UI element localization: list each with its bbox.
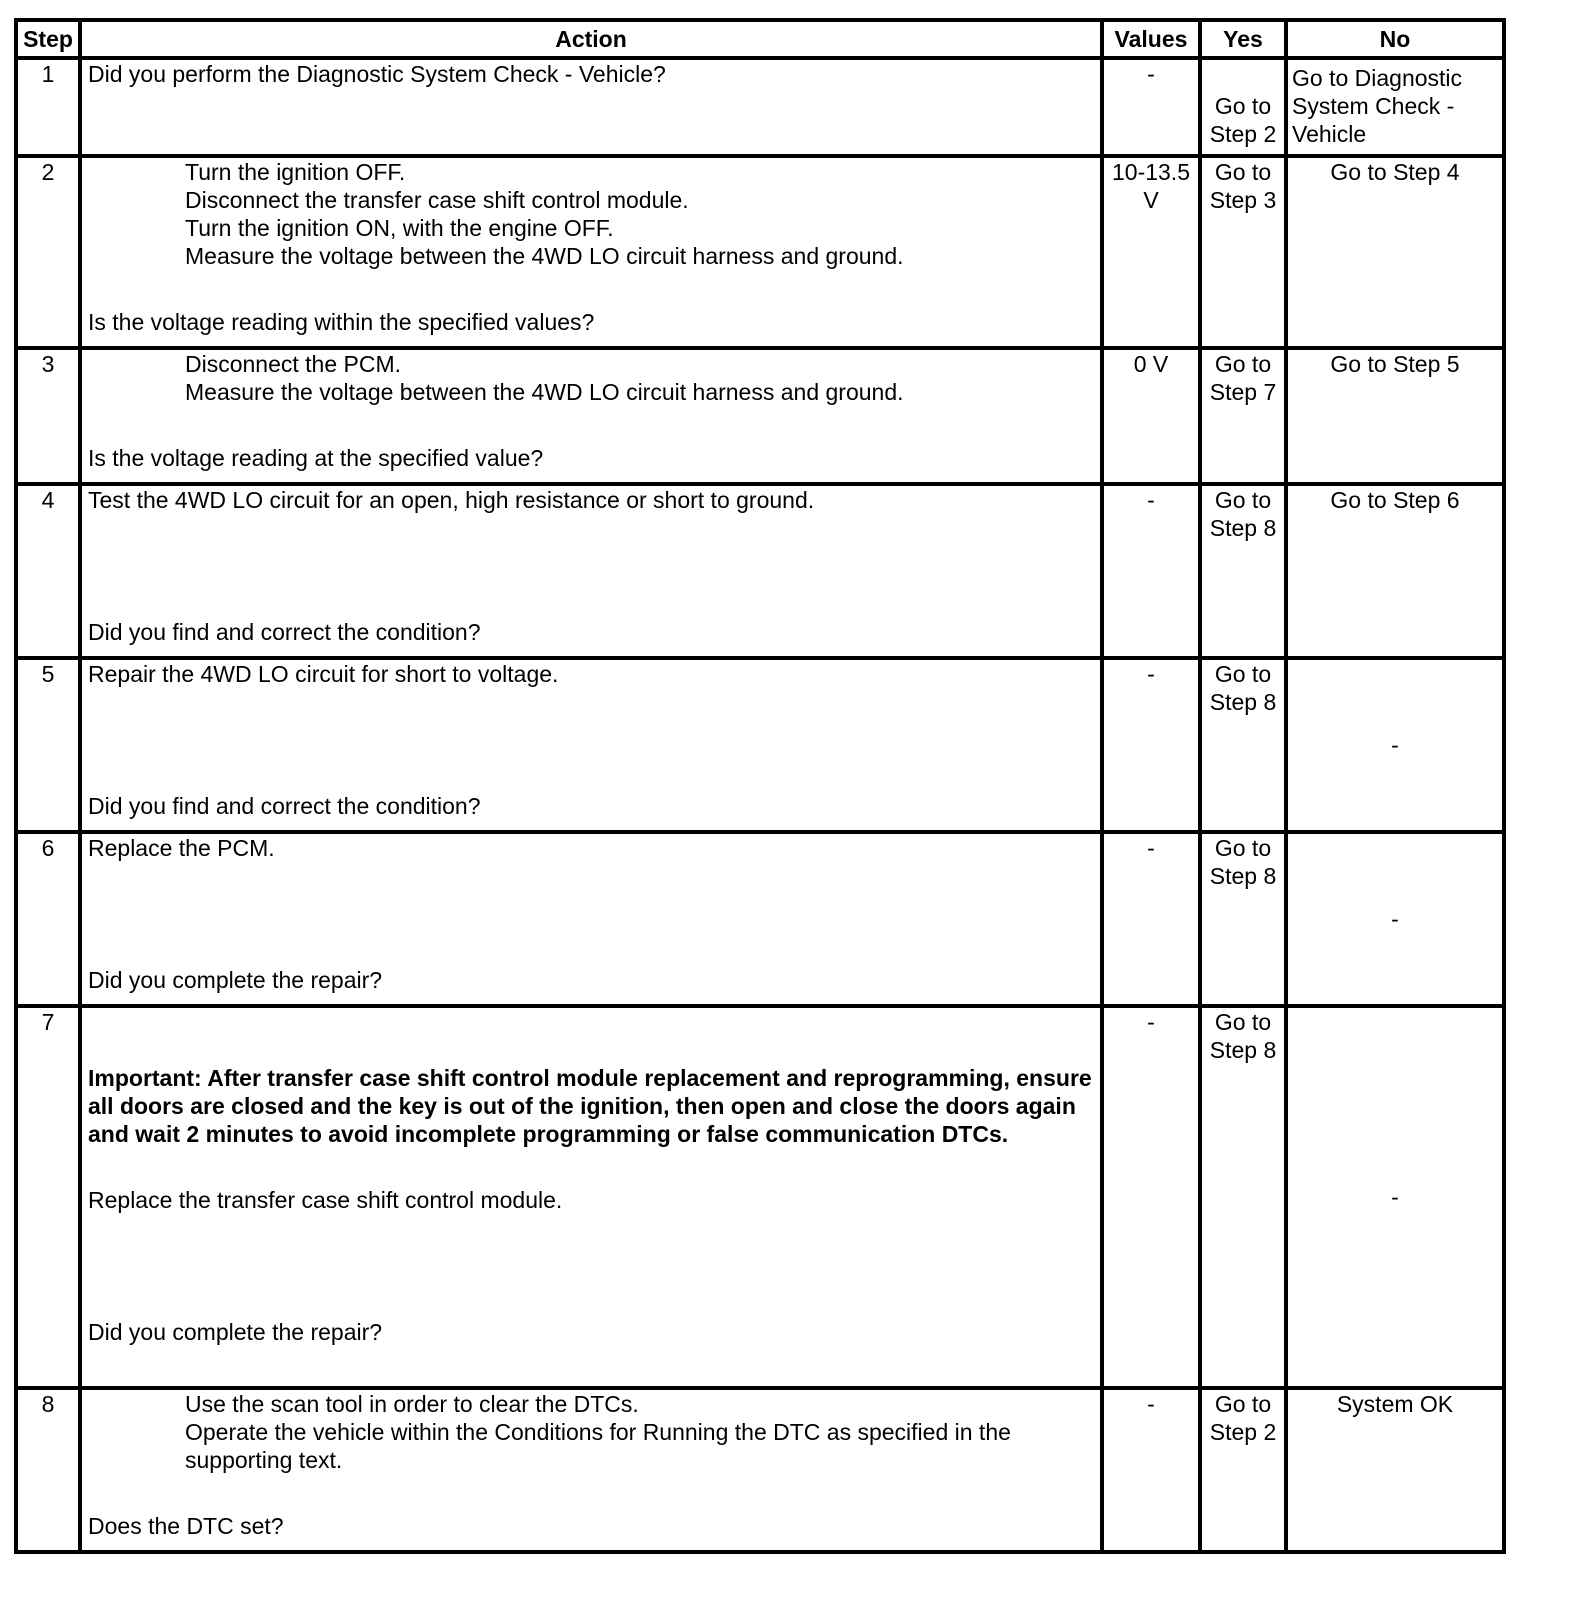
header-no: No [1286, 20, 1504, 58]
step-number: 7 [16, 1006, 80, 1388]
header-values: Values [1102, 20, 1200, 58]
no-cell: Go to Diagnostic System Check - Vehicle [1286, 58, 1504, 156]
step-number: 4 [16, 484, 80, 658]
step-number: 6 [16, 832, 80, 1006]
step-number: 1 [16, 58, 80, 156]
action-cell [80, 156, 1102, 348]
no-cell: Go to Step 4 [1286, 156, 1504, 348]
action-line: Repair the 4WD LO circuit for short to voltage. [88, 661, 559, 687]
step-number: 3 [16, 348, 80, 484]
no-cell: - [1286, 832, 1504, 1006]
table-row-step-3 [16, 348, 1504, 484]
action-question: Is the voltage reading at the specified value? [88, 445, 544, 471]
action-cell [80, 1388, 1102, 1552]
step-number: 2 [16, 156, 80, 348]
header-step: Step [16, 20, 80, 58]
no-cell: - [1286, 658, 1504, 832]
no-cell: Go to Step 5 [1286, 348, 1504, 484]
yes-cell: Go to Step 2 [1200, 1388, 1286, 1552]
no-cell: - [1286, 1006, 1504, 1388]
action-line: Turn the ignition ON, with the engine OFF. [185, 215, 614, 241]
action-line: Operate the vehicle within the Conditions for Running the DTC as specified in the supporting text. [185, 1419, 1011, 1473]
header-yes: Yes [1200, 20, 1286, 58]
action-question: Did you find and correct the condition? [88, 793, 481, 819]
values-cell: 0 V [1102, 348, 1200, 484]
yes-cell: Go to Step 8 [1200, 1006, 1286, 1388]
action-line: Did you perform the Diagnostic System Check - Vehicle? [88, 61, 666, 87]
action-question: Does the DTC set? [88, 1513, 284, 1539]
values-cell: - [1102, 484, 1200, 658]
yes-cell: Go to Step 2 [1200, 58, 1286, 156]
table-row-step-2 [16, 156, 1504, 348]
diagnostic-table [14, 18, 1506, 1554]
action-line: Turn the ignition OFF. [185, 159, 406, 185]
table-row-step-6 [16, 832, 1504, 1006]
important-note: Important: After transfer case shift control module replacement and reprogramming, ensure all doors are closed and the key is out of the ignition, then open and close the doors again and wait 2 minutes to avoid incomplete programming or false communication DTCs. [88, 1065, 1092, 1147]
action-cell [80, 1006, 1102, 1388]
action-question: Did you find and correct the condition? [88, 619, 481, 645]
yes-cell: Go to Step 8 [1200, 484, 1286, 658]
action-cell [80, 58, 1102, 156]
yes-cell: Go to Step 8 [1200, 832, 1286, 1006]
action-line: Measure the voltage between the 4WD LO circuit harness and ground. [185, 243, 904, 269]
values-cell: - [1102, 832, 1200, 1006]
step-number: 8 [16, 1388, 80, 1552]
action-line: Replace the PCM. [88, 835, 275, 861]
action-question: Is the voltage reading within the specified values? [88, 309, 595, 335]
values-cell: - [1102, 58, 1200, 156]
action-question: Did you complete the repair? [88, 1319, 383, 1345]
step-number: 5 [16, 658, 80, 832]
action-line: Measure the voltage between the 4WD LO circuit harness and ground. [185, 379, 904, 405]
yes-cell: Go to Step 7 [1200, 348, 1286, 484]
table-row-step-7 [16, 1006, 1504, 1388]
no-cell: Go to Step 6 [1286, 484, 1504, 658]
yes-cell: Go to Step 8 [1200, 658, 1286, 832]
action-line: Test the 4WD LO circuit for an open, high resistance or short to ground. [88, 487, 815, 513]
values-cell: 10-13.5 V [1102, 156, 1200, 348]
table-row-step-1 [16, 58, 1504, 156]
header-row [16, 20, 1504, 58]
action-line: Use the scan tool in order to clear the DTCs. [185, 1391, 639, 1417]
table-row-step-8 [16, 1388, 1504, 1552]
yes-cell: Go to Step 3 [1200, 156, 1286, 348]
no-cell: System OK [1286, 1388, 1504, 1552]
values-cell: - [1102, 1388, 1200, 1552]
action-line: Replace the transfer case shift control module. [88, 1187, 563, 1213]
action-cell [80, 832, 1102, 1006]
action-line: Disconnect the transfer case shift control module. [185, 187, 689, 213]
values-cell: - [1102, 658, 1200, 832]
action-question: Did you complete the repair? [88, 967, 383, 993]
table-row-step-5 [16, 658, 1504, 832]
values-cell: - [1102, 1006, 1200, 1388]
action-cell [80, 658, 1102, 832]
table-row-step-4 [16, 484, 1504, 658]
action-cell [80, 484, 1102, 658]
action-cell [80, 348, 1102, 484]
action-line: Disconnect the PCM. [185, 351, 402, 377]
header-action: Action [80, 20, 1102, 58]
